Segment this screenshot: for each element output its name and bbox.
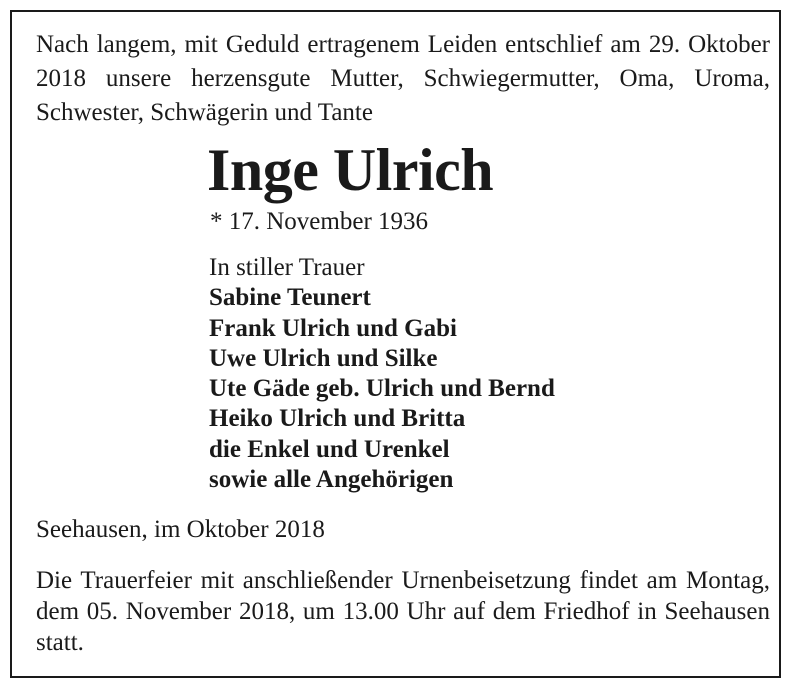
mourner-name: Sabine Teunert bbox=[209, 284, 371, 312]
mourners-list bbox=[209, 253, 555, 495]
place-date: Seehausen, im Oktober 2018 bbox=[36, 516, 325, 543]
mourner-name: Frank Ulrich und Gabi bbox=[209, 314, 457, 342]
deceased-name: Inge Ulrich bbox=[207, 137, 494, 203]
funeral-service-text: Die Trauerfeier mit anschließender Urnenbeisetzung findet am Montag, dem 05. November 2018, um 13.00 Uhr auf dem Friedhof in Seehausen statt. bbox=[36, 567, 770, 656]
intro-text: Nach langem, mit Geduld ertragenem Leiden entschlief am 29. Oktober 2018 unsere herzensgute Mutter, Schwiegermutter, Oma, Uroma, Schwester, Schwägerin und Tante bbox=[36, 31, 770, 126]
mourning-heading: In stiller Trauer bbox=[209, 254, 365, 281]
mourner-name: Heiko Ulrich und Britta bbox=[209, 405, 466, 433]
mourner-name: Uwe Ulrich und Silke bbox=[209, 344, 438, 372]
mourner-name: sowie alle Angehörigen bbox=[209, 466, 454, 494]
mourner-name: Ute Gäde geb. Ulrich und Bernd bbox=[209, 375, 555, 403]
mourner-name: die Enkel und Urenkel bbox=[209, 435, 450, 463]
birth-date: * 17. November 1936 bbox=[210, 208, 429, 235]
